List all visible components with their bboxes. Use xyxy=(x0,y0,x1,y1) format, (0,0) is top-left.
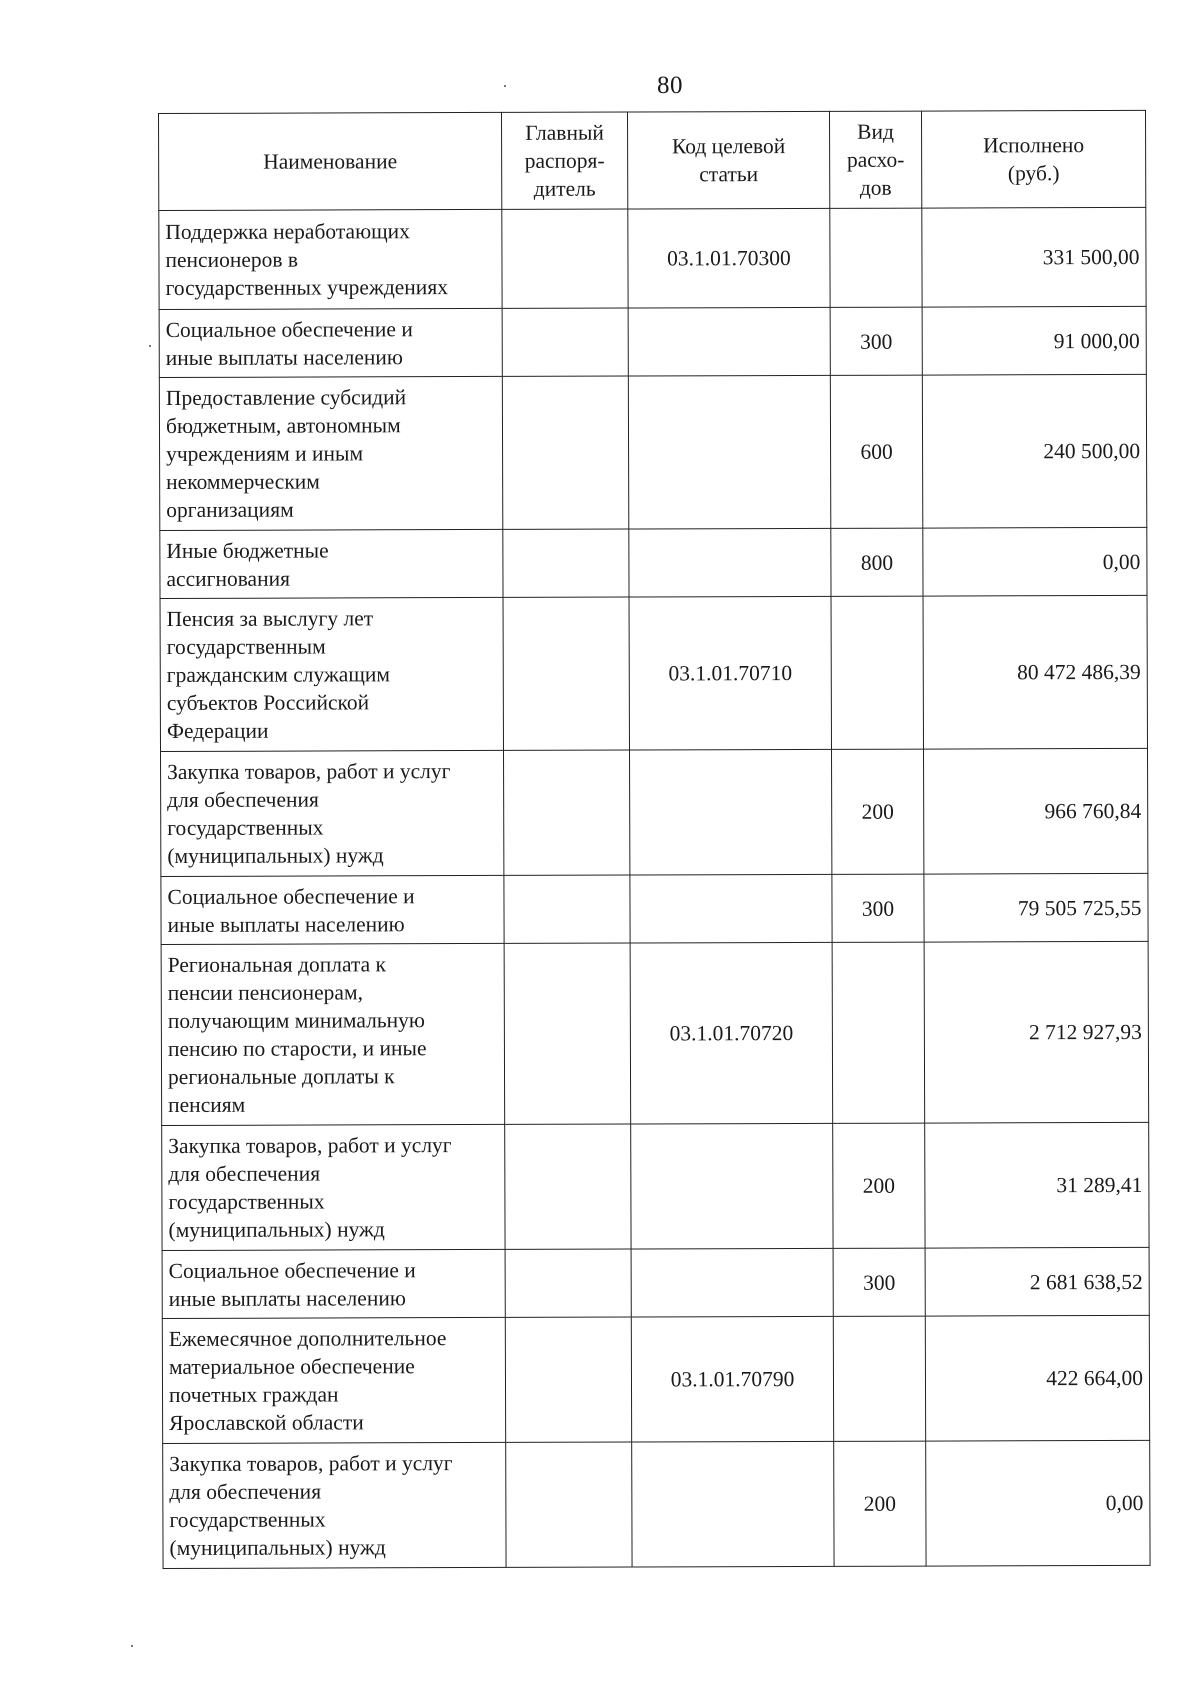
cell-type-text: 800 xyxy=(860,550,894,575)
cell-amount xyxy=(926,1440,1150,1566)
cell-type xyxy=(831,528,923,596)
header-code-text: Код целевой статьи xyxy=(671,134,786,187)
table-header-row xyxy=(159,110,1146,210)
cell-amount-text: 2 681 638,52 xyxy=(1029,1269,1143,1294)
cell-manager xyxy=(505,1124,631,1249)
cell-code xyxy=(628,208,830,308)
cell-name-text: Ежемесячное дополнительное материальное обеспечение почетных граждан Ярославской области xyxy=(168,1326,447,1435)
cell-amount xyxy=(922,306,1146,375)
cell-name-text: Иные бюджетные ассигнования xyxy=(166,537,329,591)
cell-name-text: Региональная доплата к пенсии пенсионерам, получающим минимальную пенсию по старости, и иные региональные доплаты к пенсиям xyxy=(167,952,427,1117)
cell-amount-text: 2 712 927,93 xyxy=(1028,1019,1142,1045)
cell-manager xyxy=(504,750,630,875)
cell-amount xyxy=(925,1247,1149,1316)
header-manager xyxy=(501,112,627,209)
cell-amount-text: 0,00 xyxy=(1105,1490,1144,1516)
cell-type xyxy=(832,942,925,1123)
header-code xyxy=(627,111,829,209)
cell-type xyxy=(833,1248,925,1316)
cell-amount xyxy=(923,527,1147,596)
cell-type xyxy=(833,1316,925,1441)
cell-code xyxy=(628,375,830,529)
cell-manager xyxy=(504,943,631,1124)
cell-code-text: 03.1.01.70790 xyxy=(670,1367,795,1392)
cell-name xyxy=(160,529,503,598)
cell-type-text: 200 xyxy=(862,1173,896,1198)
cell-name-text: Социальное обеспечение и иные выплаты населению xyxy=(165,316,413,370)
table-row xyxy=(162,1247,1149,1318)
cell-name-text: Предоставление субсидий бюджетным, автономным учреждениям и иным некоммерческим организациям xyxy=(165,385,407,522)
cell-name xyxy=(159,376,502,530)
header-type xyxy=(829,111,921,208)
cell-name xyxy=(160,597,503,751)
cell-code xyxy=(630,874,832,943)
cell-amount-text: 331 500,00 xyxy=(1042,244,1140,270)
table-row xyxy=(159,306,1146,377)
header-type-text: Вид расхо- дов xyxy=(846,119,905,200)
header-amount xyxy=(921,110,1145,208)
cell-code-text: 03.1.01.70710 xyxy=(668,661,793,686)
cell-manager xyxy=(506,1442,632,1567)
cell-name-text: Закупка товаров, работ и услуг для обеспечения государственных (муниципальных) нужд xyxy=(168,1133,452,1242)
cell-amount xyxy=(924,748,1148,874)
page-number: 80 xyxy=(657,72,683,99)
cell-code-text: 03.1.01.70720 xyxy=(669,1021,794,1046)
cell-type xyxy=(834,1441,926,1566)
cell-type-text: 600 xyxy=(860,439,893,464)
cell-code xyxy=(631,1316,833,1442)
cell-code xyxy=(629,528,831,597)
table-row xyxy=(160,527,1147,598)
budget-table-wrapper xyxy=(158,110,1150,1569)
cell-amount-text: 0,00 xyxy=(1102,549,1141,574)
cell-manager xyxy=(503,529,629,597)
cell-amount xyxy=(923,595,1147,749)
cell-name-text: Социальное обеспечение и иные выплаты населению xyxy=(168,1257,416,1311)
cell-amount xyxy=(922,207,1146,307)
cell-type xyxy=(832,874,924,942)
cell-amount-text: 79 505 725,55 xyxy=(1017,895,1142,920)
cell-manager xyxy=(505,1249,631,1317)
cell-code xyxy=(631,1248,833,1317)
cell-manager xyxy=(503,597,629,750)
cell-type xyxy=(832,749,924,874)
cell-name xyxy=(162,1124,505,1250)
table-row xyxy=(162,1122,1149,1250)
cell-name xyxy=(161,875,504,944)
cell-amount-text: 240 500,00 xyxy=(1043,438,1141,464)
table-row xyxy=(161,748,1148,876)
cell-type-text: 200 xyxy=(863,1491,897,1516)
cell-type xyxy=(833,1123,925,1248)
table-body xyxy=(159,207,1150,1568)
cell-type xyxy=(830,375,922,528)
cell-type-text: 300 xyxy=(861,896,895,921)
cell-code xyxy=(632,1441,834,1567)
cell-type xyxy=(830,208,922,307)
cell-name xyxy=(159,209,502,309)
cell-code-text: 03.1.01.70300 xyxy=(667,246,791,271)
cell-name-text: Поддержка неработающих пенсионеров в государственных учреждениях xyxy=(165,219,448,300)
cell-amount xyxy=(924,873,1148,942)
cell-manager xyxy=(505,1317,631,1442)
cell-name xyxy=(161,750,504,876)
cell-manager xyxy=(504,875,630,943)
cell-manager xyxy=(502,209,628,308)
cell-amount-text: 966 760,84 xyxy=(1044,798,1142,824)
cell-amount xyxy=(925,1122,1149,1248)
cell-name-text: Пенсия за выслугу лет государственным гражданским служащим субъектов Российской Федерации xyxy=(166,606,391,743)
cell-amount-text: 31 289,41 xyxy=(1056,1172,1143,1198)
cell-name xyxy=(163,1442,506,1568)
cell-name-text: Социальное обеспечение и иные выплаты населению xyxy=(167,883,415,937)
cell-code xyxy=(629,596,831,750)
table-row xyxy=(162,1315,1149,1443)
scan-speck xyxy=(504,85,506,87)
header-amount-text: Исполнено (руб.) xyxy=(983,133,1085,186)
table-row xyxy=(160,595,1147,751)
cell-name-text: Закупка товаров, работ и услуг для обеспечения государственных (муниципальных) нужд xyxy=(167,759,451,868)
cell-code xyxy=(630,942,833,1124)
cell-amount xyxy=(925,1315,1149,1441)
table-row xyxy=(159,207,1146,309)
table-row xyxy=(161,941,1149,1125)
cell-name xyxy=(159,308,502,377)
cell-name xyxy=(162,1317,505,1443)
cell-type-text: 300 xyxy=(860,329,893,354)
scan-speck xyxy=(149,345,151,347)
cell-manager xyxy=(502,308,628,376)
cell-code xyxy=(630,749,832,875)
header-manager-text: Главный распоря- дитель xyxy=(524,120,605,201)
header-name-text: Наименование xyxy=(263,149,398,174)
cell-code xyxy=(628,307,830,376)
cell-amount-text: 80 472 486,39 xyxy=(1017,659,1141,685)
table-row xyxy=(163,1440,1150,1568)
cell-type-text: 200 xyxy=(861,799,894,824)
cell-name xyxy=(161,943,505,1125)
cell-type-text: 300 xyxy=(863,1270,896,1295)
cell-type xyxy=(831,596,923,749)
cell-amount-text: 91 000,00 xyxy=(1053,328,1140,353)
cell-amount xyxy=(924,941,1149,1123)
cell-type xyxy=(830,307,922,375)
cell-name-text: Закупка товаров, работ и услуг для обеспечения государственных (муниципальных) нужд xyxy=(169,1451,453,1560)
scan-speck xyxy=(131,1645,133,1647)
cell-name xyxy=(162,1249,505,1318)
cell-amount xyxy=(922,374,1146,528)
cell-manager xyxy=(502,376,628,529)
header-name xyxy=(159,112,502,210)
cell-code xyxy=(631,1123,833,1249)
table-row xyxy=(161,873,1148,944)
table-row xyxy=(159,374,1146,530)
cell-amount-text: 422 664,00 xyxy=(1046,1365,1144,1391)
budget-table xyxy=(158,110,1151,1569)
